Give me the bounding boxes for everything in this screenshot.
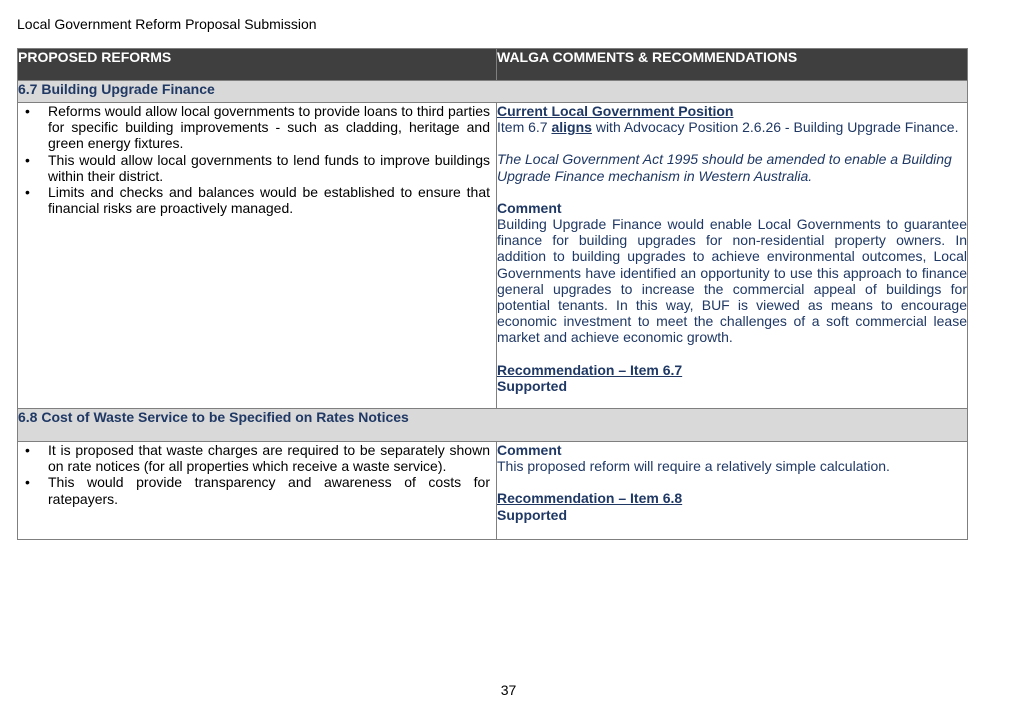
aligns-keyword: aligns — [551, 119, 592, 136]
list-item: • This would allow local governments to lend funds to improve buildings within their district. — [25, 151, 490, 184]
recommendation-value: Supported — [497, 506, 567, 523]
list-item: • Limits and checks and balances would be established to ensure that financial risks are proactively managed. — [25, 184, 490, 217]
walga-comment-cell — [497, 103, 968, 409]
table-row — [18, 442, 968, 540]
bullet-icon: • — [25, 184, 30, 201]
reform-cell — [18, 442, 497, 540]
list-item: • Reforms would allow local governments to provide loans to third parties for specific building improvements - such as cladding, heritage and green energy fixtures. — [25, 103, 490, 152]
table-header-row — [18, 49, 968, 81]
header-proposed-reforms: PROPOSED REFORMS — [18, 49, 497, 81]
position-quote: The Local Government Act 1995 should be amended to enable a Building Upgrade Finance mechanism in Western Australia. — [497, 151, 952, 184]
comment-heading: Comment — [497, 199, 562, 216]
walga-comment-cell — [497, 442, 968, 540]
comment-text: This proposed reform will require a relatively simple calculation. — [497, 458, 890, 475]
page-number: 37 — [500, 682, 517, 698]
section-title: 6.7 Building Upgrade Finance — [18, 81, 968, 103]
section-row — [18, 81, 968, 103]
recommendation-value: Supported — [497, 377, 567, 394]
list-item: • This would provide transparency and awareness of costs for ratepayers. — [25, 474, 490, 507]
position-statement: Item 6.7 aligns with Advocacy Position 2.6.26 - Building Upgrade Finance. — [497, 119, 959, 136]
bullet-icon: • — [25, 474, 30, 491]
section-title: 6.8 Cost of Waste Service to be Specified on Rates Notices — [18, 409, 968, 442]
table-row — [18, 103, 968, 409]
bullet-icon: • — [25, 103, 30, 119]
comment-heading: Comment — [497, 442, 562, 458]
recommendation-heading: Recommendation – Item 6.8 — [497, 490, 683, 507]
reform-table — [17, 48, 968, 540]
reform-cell — [18, 103, 497, 409]
bullet-icon: • — [25, 151, 30, 168]
comment-text: Building Upgrade Finance would enable Local Governments to guarantee finance for building upgrades for non-residential property owners. In addition to building upgrades to achieve environmental outcomes, Local Governments have identified an opportunity to use this approach to finance general upgrades to increase the commercial appeal of buildings for potential tenants. In this way, BUF is viewed as means to encourage economic investment to meet the challenges of a soft commercial lease market and achieve economic growth. — [497, 216, 967, 346]
header-walga-comments: WALGA COMMENTS & RECOMMENDATIONS — [497, 49, 968, 81]
position-heading: Current Local Government Position — [497, 103, 734, 119]
recommendation-heading: Recommendation – Item 6.7 — [497, 361, 683, 378]
reform-bullet-list — [18, 442, 496, 507]
reform-bullet-list — [18, 103, 496, 216]
document-header: Local Government Reform Proposal Submission — [17, 16, 317, 32]
section-row — [18, 409, 968, 442]
bullet-icon: • — [25, 442, 30, 458]
list-item: • It is proposed that waste charges are required to be separately shown on rate notices (for all properties which receive a waste service). — [25, 442, 490, 475]
